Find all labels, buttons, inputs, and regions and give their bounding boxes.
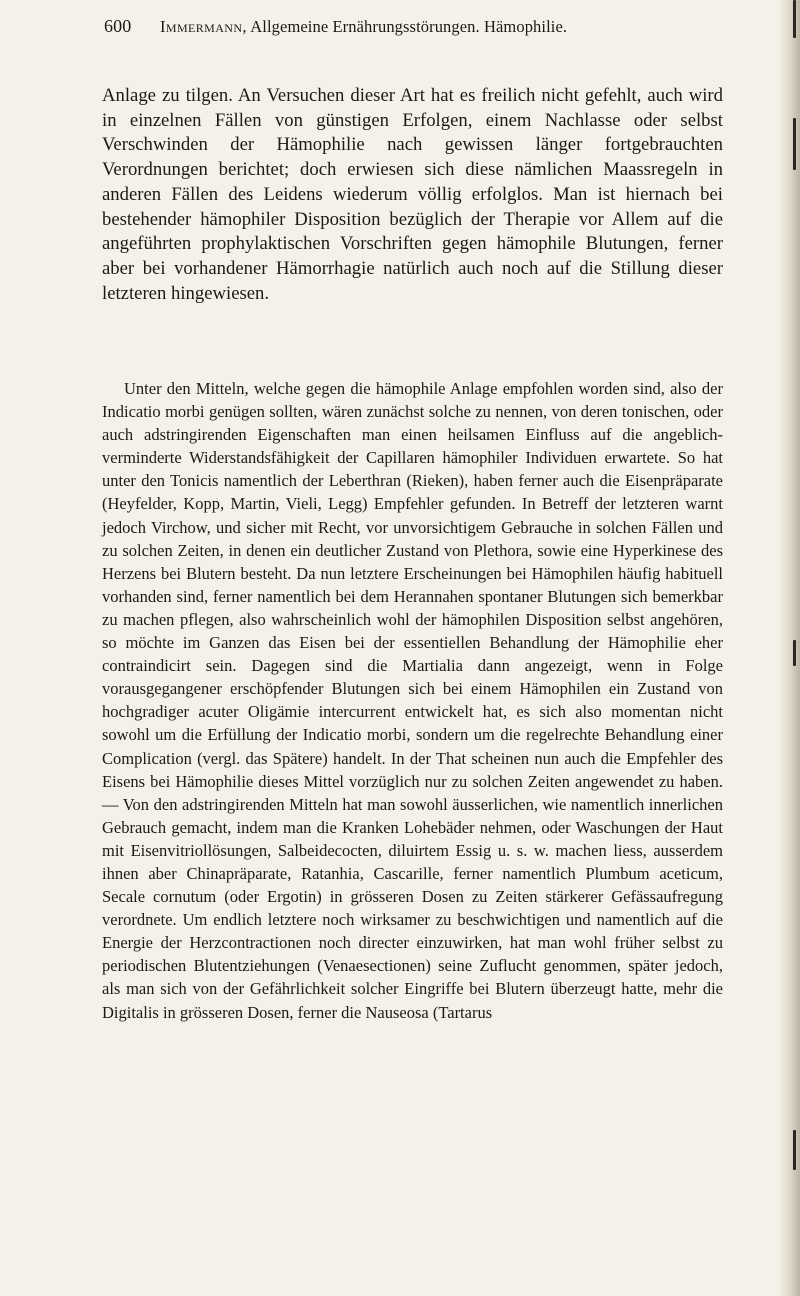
page-number: 600 <box>104 16 132 36</box>
running-header <box>104 16 724 44</box>
small-print-block <box>102 377 723 1024</box>
edge-mark <box>793 0 796 38</box>
edge-mark <box>793 640 796 666</box>
lead-text-block <box>102 84 723 306</box>
lead-paragraph: Anlage zu tilgen. An Versuchen dieser Art hat es freilich nicht gefehlt, auch wird in einzelnen Fällen von günstigen Erfolgen, einem Nachlasse oder selbst Verschwinden der Hämophilie nach gewissen länger fortgebrauchten Verordnungen berichtet; doch erwiesen sich diese nämlichen Maassregeln in anderen Fällen des Leidens wiederum völlig erfolglos. Man ist hiernach bei bestehender hämophiler Disposition bezüglich der Therapie vor Allem auf die angeführten prophylaktischen Vorschriften gegen hämophile Blutungen, ferner aber bei vorhandener Hämorrhagie natürlich auch noch auf die Stillung dieser letzteren hingewiesen. <box>102 85 723 304</box>
page-edge-shadow <box>778 0 800 1296</box>
edge-mark <box>793 1130 796 1170</box>
small-print-paragraph: Unter den Mitteln, welche gegen die hämophile Anlage empfohlen worden sind, also der Indicatio morbi genügen sollten, wären zunächst solche zu nennen, von deren tonischen, oder auch adstringirenden Eigenschaften man einen heilsamen Einfluss auf die angeblich-verminderte Widerstandsfähigkeit der Capillaren hämophiler Individuen erwartete. So hat unter den Tonicis namentlich der Leberthran (Rieken), haben ferner auch die Eisenpräparate (Heyfelder, Kopp, Martin, Vieli, Legg) Empfehler gefunden. In Betreff der letzteren warnt jedoch Virchow, und sicher mit Recht, vor unvorsichtigem Gebrauche in solchen Fällen und zu solchen Zeiten, in denen ein deutlicher Zustand von Plethora, sowie eine Hyperkinese des Herzens bei Blutern besteht. Da nun letztere Erscheinungen bei Hämophilen häufig habituell vorhanden sind, ferner namentlich bei dem Herannahen spontaner Blutungen sich bemerkbar zu machen pflegen, also wahrscheinlich wohl der hämophilen Disposition selbst angehören, so möchte im Ganzen das Eisen bei der essentiellen Behandlung der Hämophilie eher contraindicirt sein. Dagegen sind die Martialia dann angezeigt, wenn in Folge vorausgegangener erschöpfender Blutungen sich bei einem Hämophilen ein Zustand von hochgradiger acuter Oligämie intercurrent entwickelt hat, es sich also momentan nicht sowohl um die Erfüllung der Indicatio morbi, sondern um die regelrechte Behandlung einer Complication (vergl. das Spätere) handelt. In der That scheinen nun auch die Empfehler des Eisens bei Hämophilie dieses Mittel vorzüglich nur zu solchen Zeiten angewendet zu haben. — Von den adstringirenden Mitteln hat man sowohl äusserlichen, wie namentlich innerlichen Gebrauch gemacht, indem man die Kranken Lohebäder nehmen, oder Waschungen der Haut mit Eisenvitriollösungen, Salbeidecocten, diluirtem Essig u. s. w. machen liess, ausserdem ihnen aber Chinapräparate, Ratanhia, Cascarille, ferner namentlich Plumbum aceticum, Secale cornutum (oder Ergotin) in grösseren Dosen zu Zeiten stärkerer Gefässaufregung verordnete. Um endlich letztere noch wirksamer zu beschwichtigen und namentlich auf die Energie der Herzcontractionen noch directer einzuwirken, hat man wohl früher selbst zu periodischen Blutentziehungen (Venaesectionen) seine Zuflucht genommen, später jedoch, als man sich von der Gefährlichkeit solcher Eingriffe bei Blutern überzeugt hatte, mehr die Digitalis in grösseren Dosen, ferner die Nauseosa (Tartarus <box>102 379 723 1022</box>
edge-mark <box>793 118 796 170</box>
section-title: Allgemeine Ernährungsstörungen. Hämophilie. <box>246 17 568 36</box>
running-title <box>160 17 567 37</box>
author-name: Immermann, <box>160 17 247 36</box>
